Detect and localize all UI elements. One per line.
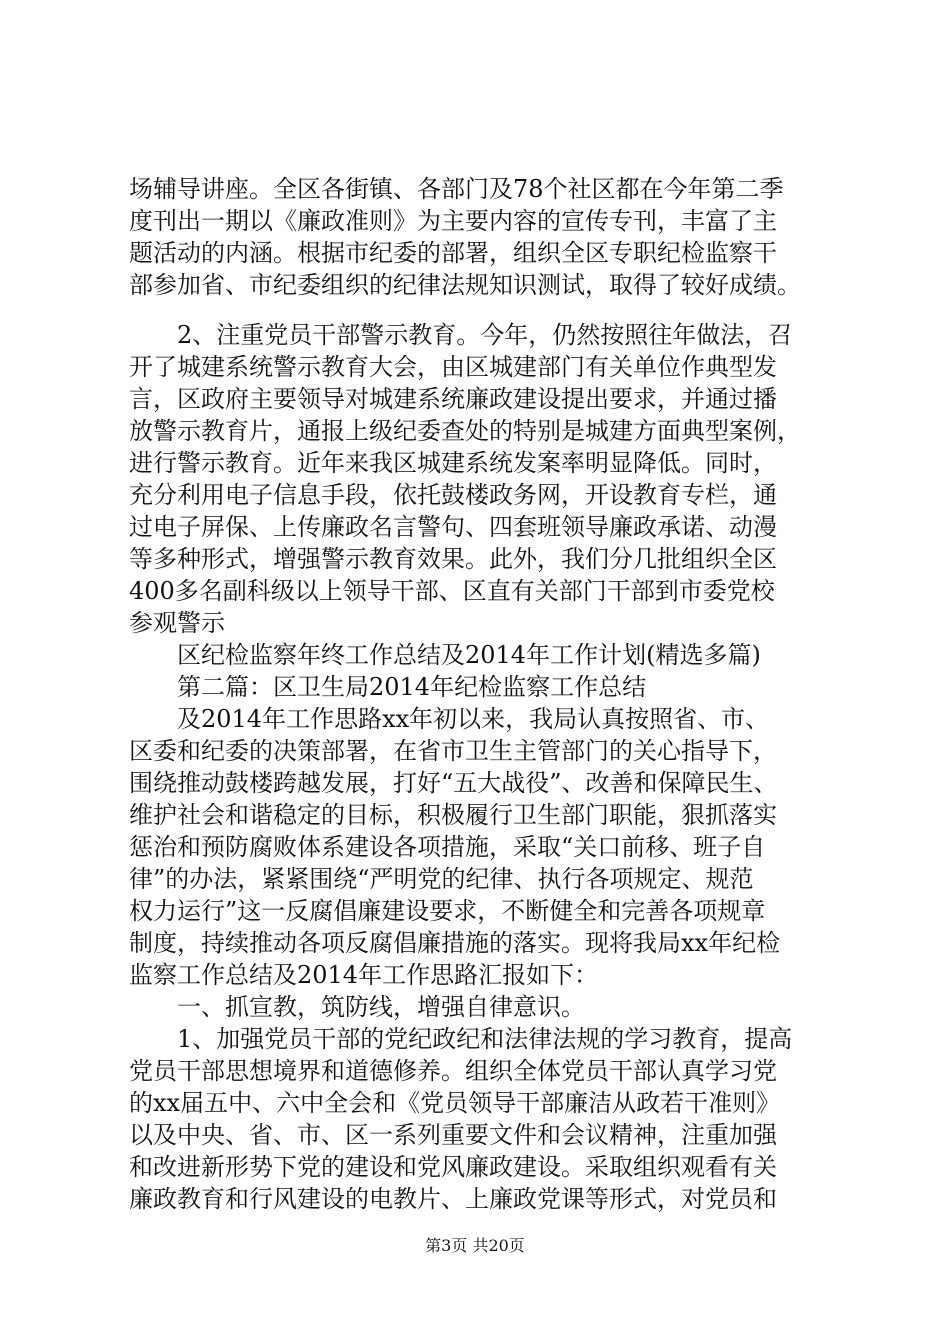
text-line: 进行警示教育。近年来我区城建系统发案率明显降低。同时， bbox=[129, 449, 777, 477]
text-line: 权力运行”这一反腐倡廉建设要求，不断健全和完善各项规章 bbox=[129, 897, 766, 925]
text-line: 及2014年工作思路xx年初以来，我局认真按照省、市、 bbox=[129, 705, 770, 733]
text-line: 充分利用电子信息手段，依托鼓楼政务网，开设教育专栏，通 bbox=[129, 481, 777, 509]
text-line: 开了城建系统警示教育大会，由区城建部门有关单位作典型发 bbox=[129, 353, 777, 381]
text-line: 的xx届五中、六中全会和《党员领导干部廉洁从政若干准则》 bbox=[129, 1089, 781, 1117]
text-line: 过电子屏保、上传廉政名言警句、四套班领导廉政承诺、动漫 bbox=[129, 513, 777, 541]
text-line: 2、注重党员干部警示教育。今年，仍然按照往年做法，召 bbox=[129, 321, 793, 349]
text-line: 制度，持续推动各项反腐倡廉措施的落实。现将我局xx年纪检 bbox=[129, 929, 781, 957]
text-line: 题活动的内涵。根据市纪委的部署，组织全区专职纪检监察干 bbox=[129, 239, 777, 267]
page-number-footer: 第3页 共20页 bbox=[425, 1236, 525, 1255]
text-line: 言，区政府主要领导对城建系统廉政建设提出要求，并通过播 bbox=[129, 385, 777, 413]
text-line: 区委和纪委的决策部署，在省市卫生主管部门的关心指导下， bbox=[129, 737, 777, 765]
heading-line: 区纪检监察年终工作总结及2014年工作计划(精选多篇) bbox=[129, 641, 761, 669]
text-line: 场辅导讲座。全区各街镇、各部门及78个社区都在今年第二季 bbox=[129, 175, 784, 203]
text-line: 参观警示 bbox=[129, 609, 225, 637]
text-line: 监察工作总结及2014年工作思路汇报如下： bbox=[129, 961, 599, 989]
heading-line: 第二篇：区卫生局2014年纪检监察工作总结 bbox=[129, 673, 647, 701]
text-line: 惩治和预防腐败体系建设各项措施，采取“关口前移、班子自 bbox=[129, 833, 766, 861]
text-line: 党员干部思想境界和道德修养。组织全体党员干部认真学习党 bbox=[129, 1057, 777, 1085]
text-line: 度刊出一期以《廉政准则》为主要内容的宣传专刊，丰富了主 bbox=[129, 207, 777, 235]
text-line: 放警示教育片，通报上级纪委查处的特别是城建方面典型案例， bbox=[129, 417, 801, 445]
text-line: 和改进新形势下党的建设和党风廉政建设。采取组织观看有关 bbox=[129, 1153, 777, 1181]
text-line: 围绕推动鼓楼跨越发展，打好“五大战役”、改善和保障民生、 bbox=[129, 769, 778, 797]
text-line: 1、加强党员干部的党纪政纪和法律法规的学习教育，提高 bbox=[129, 1025, 793, 1053]
text-line: 以及中央、省、市、区一系列重要文件和会议精神，注重加强 bbox=[129, 1121, 777, 1149]
text-line: 维护社会和谐稳定的目标，积极履行卫生部门职能，狠抓落实 bbox=[129, 801, 777, 829]
paragraph-block-1 bbox=[129, 173, 849, 301]
section-heading: 一、抓宣教，筑防线，增强自律意识。 bbox=[129, 993, 585, 1021]
text-line: 等多种形式，增强警示教育效果。此外，我们分几批组织全区 bbox=[129, 545, 777, 573]
text-line: 400多名副科级以上领导干部、区直有关部门干部到市委党校 bbox=[129, 577, 775, 605]
text-line: 部参加省、市纪委组织的纪律法规知识测试，取得了较好成绩。 bbox=[129, 271, 801, 299]
text-line: 廉政教育和行风建设的电教片、上廉政党课等形式，对党员和 bbox=[129, 1185, 777, 1213]
paragraph-block-2 bbox=[129, 319, 849, 1215]
text-line: 律”的办法，紧紧围绕“严明党的纪律、执行各项规定、规范 bbox=[129, 865, 754, 893]
